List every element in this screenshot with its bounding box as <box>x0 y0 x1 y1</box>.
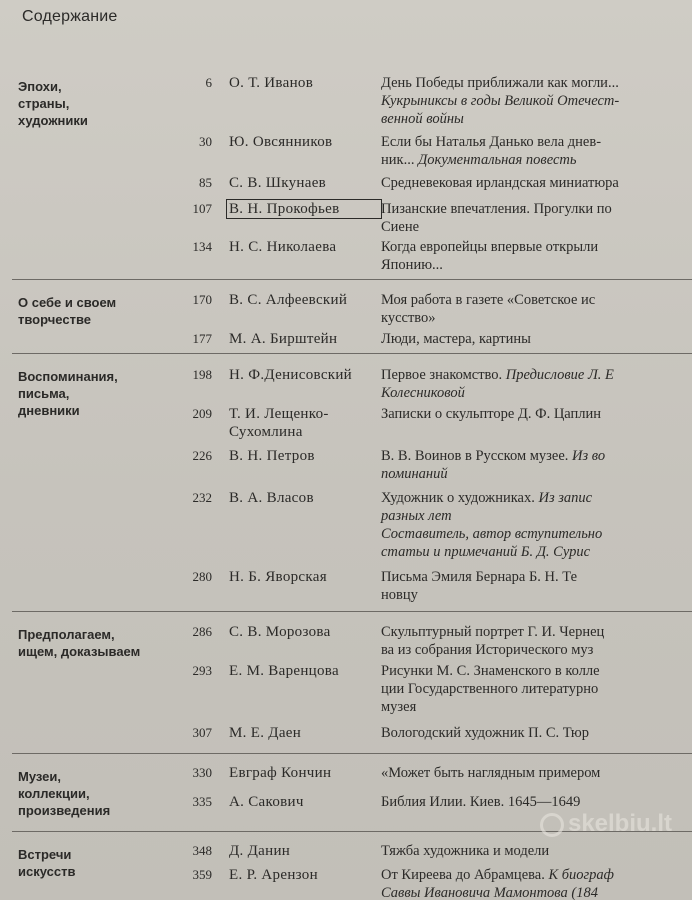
entry-work-italic-text: Составитель, автор вступительно <box>381 526 603 542</box>
watermark <box>540 810 672 838</box>
entry-work-line <box>381 405 692 423</box>
entry-work-text: Художник о художниках. <box>381 490 539 506</box>
section-label-line: дневники <box>18 403 80 418</box>
entry-work-title <box>381 74 692 128</box>
section-label <box>18 768 178 819</box>
entry-author <box>229 764 379 782</box>
entry-work-text: В. В. Воинов в Русском музее. <box>381 448 573 464</box>
entry-work-line <box>381 724 692 742</box>
entry-author-name-cont: Сухомлина <box>229 424 303 440</box>
section-divider <box>12 611 692 612</box>
entry-author-name: С. В. Морозова <box>229 624 331 640</box>
entry-author <box>229 489 379 507</box>
entry-work-line <box>381 291 692 309</box>
entry-work-line <box>381 92 692 110</box>
section-label <box>18 294 178 328</box>
entry-author <box>229 366 379 384</box>
entry-author-name: В. Н. Прокофьев <box>229 201 340 217</box>
entry-work-text: Люди, мастера, картины <box>381 331 531 347</box>
watermark-text: skelbiu.lt <box>567 810 672 837</box>
entry-work-line <box>381 366 692 384</box>
entry-work-text: Когда европейцы впервые открыли <box>381 239 599 255</box>
entry-author-name: Н. С. Николаева <box>229 239 337 255</box>
entry-work-text: Моя работа в газете «Советское ис <box>381 292 596 308</box>
entry-work-line <box>381 133 692 151</box>
section-label-line: Эпохи, <box>18 79 62 94</box>
entry-author <box>229 405 379 441</box>
entry-work-line <box>381 447 692 465</box>
section-label-line: страны, <box>18 96 70 111</box>
entry-author <box>229 842 379 860</box>
entry-author <box>229 866 379 884</box>
entry-work-title <box>381 366 692 402</box>
section-label-line: творчестве <box>18 312 91 327</box>
entry-work-italic-text: Саввы Ивановича Мамонтова (184 <box>381 885 598 900</box>
entry-author-name: Е. Р. Арензон <box>229 867 318 883</box>
entry-work-italic-text: разных лет <box>381 508 452 524</box>
entry-work-text: ции Государственного литературно <box>381 681 599 697</box>
entry-work-title <box>381 842 692 860</box>
entry-author-name: В. А. Власов <box>229 490 314 506</box>
entry-work-line <box>381 764 692 782</box>
entry-page-number: 85 <box>199 175 212 190</box>
section-label-line: Предполагаем, <box>18 627 115 642</box>
entry-page-number: 293 <box>192 663 212 678</box>
entry-work-title <box>381 330 692 348</box>
entry-author-name: Д. Данин <box>229 843 291 859</box>
entry-page-number: 209 <box>192 406 212 421</box>
section-label <box>18 626 178 660</box>
entry-work-line <box>381 568 692 586</box>
entry-work-line <box>381 662 692 680</box>
section-label-line: Воспоминания, <box>18 369 118 384</box>
section-label-line: О себе и своем <box>18 295 117 310</box>
entry-author-name: Н. Б. Яворская <box>229 569 327 585</box>
entry-work-line <box>381 238 692 256</box>
entry-page-number: 335 <box>192 794 212 809</box>
entry-page-number: 348 <box>192 843 212 858</box>
entry-work-title <box>381 623 692 659</box>
entry-author <box>229 662 379 680</box>
entry-work-line <box>381 384 692 402</box>
entry-work-title <box>381 568 692 604</box>
entry-page-number: 280 <box>192 569 212 584</box>
entry-work-title <box>381 200 692 236</box>
entry-author <box>229 174 379 192</box>
entry-author <box>229 291 379 309</box>
entry-author-name: О. Т. Иванов <box>229 75 314 91</box>
entry-work-italic-text: К биограф <box>548 867 614 883</box>
entry-page-number: 307 <box>192 725 212 740</box>
page-title: Содержание <box>22 8 118 25</box>
entry-work-line <box>381 465 692 483</box>
section-label <box>18 368 178 419</box>
entry-work-line <box>381 543 692 561</box>
entry-work-italic-text: Документальная повесть <box>418 152 577 168</box>
entry-page-number: 30 <box>199 134 212 149</box>
entry-work-text: ва из собрания Исторического муз <box>381 642 594 658</box>
entry-work-text: Средневековая ирландская миниатюра <box>381 175 619 191</box>
entry-work-line <box>381 698 692 716</box>
entry-work-text: Японию... <box>381 257 443 273</box>
entry-author <box>229 447 379 465</box>
section-label-line: искусств <box>18 864 76 879</box>
entry-work-text: «Может быть наглядным примером <box>381 765 601 781</box>
entry-work-text: День Победы приближали как могли... <box>381 75 619 91</box>
section-divider <box>12 353 692 354</box>
entry-author-name: Е. М. Варенцова <box>229 663 339 679</box>
entry-work-line <box>381 525 692 543</box>
entry-work-line <box>381 200 692 218</box>
section-label <box>18 846 178 880</box>
entry-work-title <box>381 866 692 900</box>
entry-author <box>229 238 379 256</box>
section-label-line: художники <box>18 113 88 128</box>
entry-work-title <box>381 489 692 561</box>
entry-page-number: 286 <box>192 624 212 639</box>
entry-page-number: 359 <box>192 867 212 882</box>
entry-work-line <box>381 489 692 507</box>
entry-work-title <box>381 133 692 169</box>
entry-work-text: Письма Эмиля Бернара Б. Н. Те <box>381 569 578 585</box>
entry-author-name: В. Н. Петров <box>229 448 315 464</box>
entry-work-line <box>381 256 692 274</box>
section-label-line: Музеи, <box>18 769 62 784</box>
entry-work-text: кусство» <box>381 310 436 326</box>
section-label-line: Встречи <box>18 847 72 862</box>
entry-work-italic-text: Кукрыниксы в годы Великой Отечест- <box>381 93 620 109</box>
entry-author <box>229 133 379 151</box>
entry-work-text: Если бы Наталья Данько вела днев- <box>381 134 602 150</box>
entry-work-text: Записки о скульпторе Д. Ф. Цаплин <box>381 406 602 422</box>
section-label-line: ищем, доказываем <box>18 644 141 659</box>
entry-work-line <box>381 680 692 698</box>
entry-author-name: Н. Ф.Денисовский <box>229 367 353 383</box>
entry-author-name: Т. И. Лещенко- <box>229 406 329 422</box>
entry-author <box>229 623 379 641</box>
entry-work-line <box>381 793 692 811</box>
entry-work-italic-text: Предисловие Л. Е <box>505 367 614 383</box>
entry-page-number: 177 <box>192 331 212 346</box>
entry-author <box>229 568 379 586</box>
entry-work-line <box>381 174 692 192</box>
entry-work-text: музея <box>381 699 417 715</box>
entry-work-text: ник... <box>381 152 419 168</box>
entry-author <box>229 793 379 811</box>
entry-author <box>226 199 382 219</box>
entry-page-number: 198 <box>192 367 212 382</box>
entry-work-title <box>381 174 692 192</box>
section-label-line: произведения <box>18 803 111 818</box>
entry-work-line <box>381 507 692 525</box>
entry-page-number: 170 <box>192 292 212 307</box>
entry-work-line <box>381 623 692 641</box>
entry-page-number: 107 <box>192 201 212 216</box>
watermark-logo-icon <box>540 813 564 837</box>
entry-work-italic-text: Из запис <box>538 490 593 506</box>
entry-author <box>229 724 379 742</box>
entry-work-line <box>381 842 692 860</box>
entry-page-number: 6 <box>205 75 212 90</box>
entry-work-line <box>381 641 692 659</box>
entry-work-line <box>381 866 692 884</box>
entry-work-line <box>381 884 692 900</box>
entry-page-number: 232 <box>192 490 212 505</box>
entry-page-number: 134 <box>192 239 212 254</box>
entry-work-title <box>381 238 692 274</box>
entry-author-name: С. В. Шкунаев <box>229 175 327 191</box>
entry-work-text: Рисунки М. С. Знаменского в колле <box>381 663 600 679</box>
entry-author-name: М. А. Бирштейн <box>229 331 338 347</box>
entry-work-italic-text: поминаний <box>381 466 448 482</box>
entry-work-title <box>381 662 692 716</box>
entry-work-text: Пизанские впечатления. Прогулки по <box>381 201 612 217</box>
section-label <box>18 78 178 129</box>
entry-work-title <box>381 793 692 811</box>
entry-work-text: Первое знакомство. <box>381 367 506 383</box>
entry-work-text: Сиене <box>381 219 420 235</box>
entry-work-line <box>381 330 692 348</box>
entry-work-text: От Киреева до Абрамцева. <box>381 867 549 883</box>
section-divider <box>12 279 692 280</box>
entry-work-text: Библия Илии. Киев. 1645—1649 <box>381 794 581 810</box>
entry-work-text: Тяжба художника и модели <box>381 843 550 859</box>
entry-author-name: Евграф Кончин <box>229 765 332 781</box>
entry-work-title <box>381 764 692 782</box>
entry-work-text: новцу <box>381 587 418 603</box>
entry-work-line <box>381 218 692 236</box>
entry-work-italic-text: Колесниковой <box>381 385 465 401</box>
entry-page-number: 330 <box>192 765 212 780</box>
entry-work-line <box>381 309 692 327</box>
entry-work-italic-text: венной войны <box>381 111 464 127</box>
entry-author-name: А. Сакович <box>229 794 304 810</box>
entry-work-italic-text: Из во <box>572 448 606 464</box>
entry-author-name: М. Е. Даен <box>229 725 302 741</box>
entry-author-name: Ю. Овсянников <box>229 134 333 150</box>
entry-work-title <box>381 724 692 742</box>
section-label-line: письма, <box>18 386 70 401</box>
entry-work-line <box>381 74 692 92</box>
entry-work-italic-text: статьи и примечаний Б. Д. Сурис <box>381 544 591 560</box>
entry-work-title <box>381 291 692 327</box>
entry-author <box>229 330 379 348</box>
section-divider <box>12 753 692 754</box>
entry-author <box>229 74 379 92</box>
entry-work-title <box>381 405 692 423</box>
entry-work-title <box>381 447 692 483</box>
entry-page-number: 226 <box>192 448 212 463</box>
entry-author-name: В. С. Алфеевский <box>229 292 348 308</box>
entry-work-line <box>381 586 692 604</box>
section-label-line: коллекции, <box>18 786 90 801</box>
entry-work-line <box>381 151 692 169</box>
entry-work-text: Скульптурный портрет Г. И. Чернец <box>381 624 605 640</box>
entry-work-line <box>381 110 692 128</box>
entry-work-text: Вологодский художник П. С. Тюр <box>381 725 590 741</box>
